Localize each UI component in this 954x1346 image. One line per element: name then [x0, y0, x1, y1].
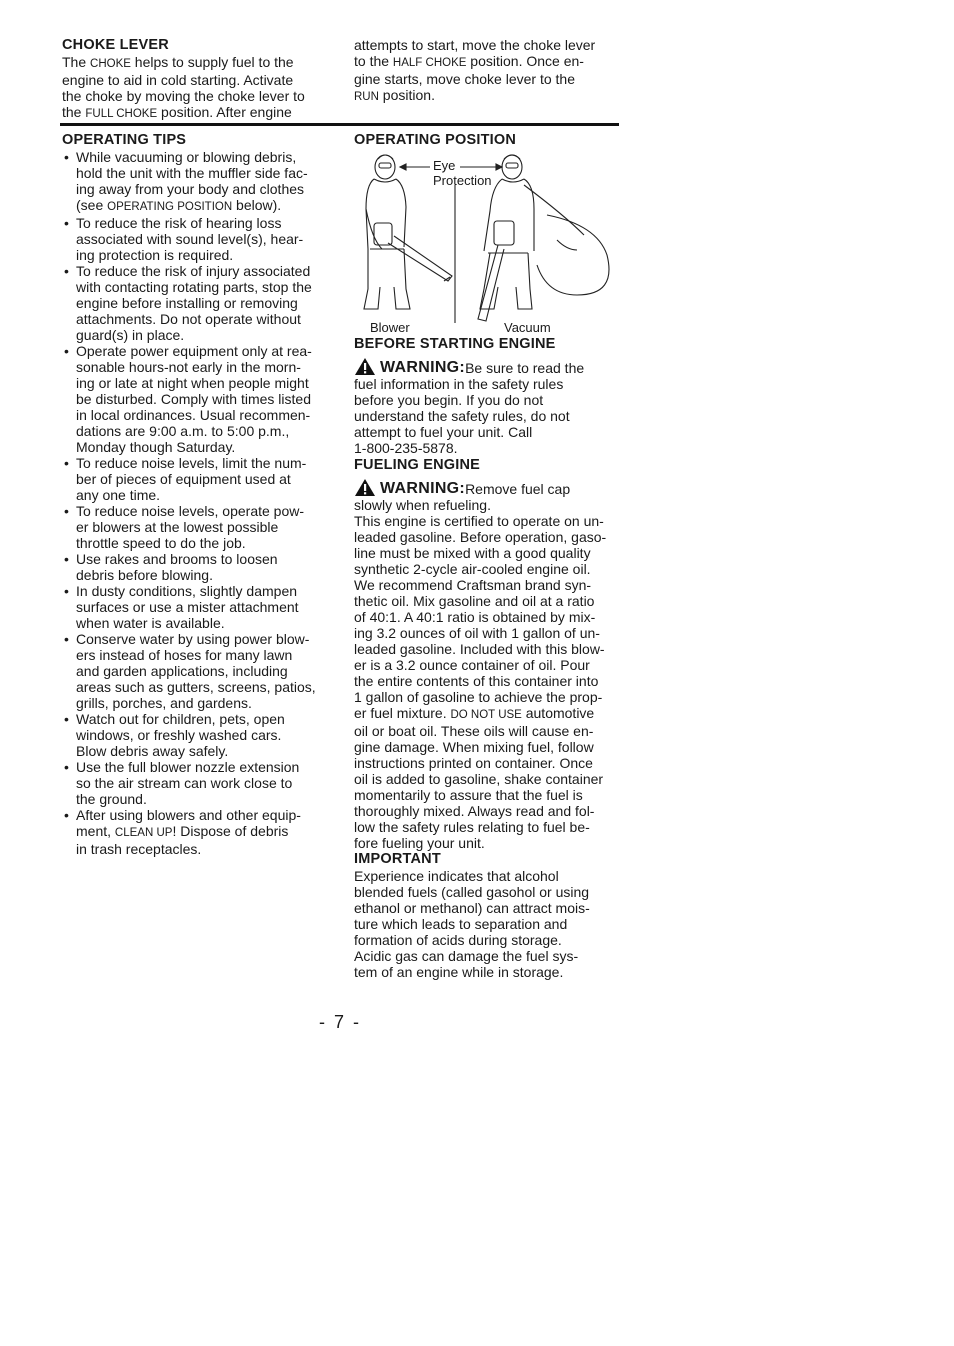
tip-item	[62, 503, 337, 551]
fueling-line: fore fueling your unit.	[354, 835, 485, 851]
important-line: Acidic gas can damage the fuel sys-	[354, 948, 579, 964]
fueling-line: thoroughly mixed. Always read and fol-	[354, 803, 595, 819]
fueling-line: leaded gasoline. Included with this blow-	[354, 641, 605, 657]
tip-line: grills, porches, and gardens.	[76, 695, 252, 711]
choke-line: attempts to start, move the choke lever	[354, 37, 596, 53]
warning-triangle-icon	[354, 478, 376, 497]
operating-position-figure	[352, 145, 618, 335]
tip-line: windows, or freshly washed cars.	[76, 727, 282, 743]
tip-line: areas such as gutters, screens, patios,	[76, 679, 316, 695]
tip-line: attachments. Do not operate without	[76, 311, 301, 327]
tip-line: be disturbed. Comply with times listed	[76, 391, 311, 407]
fueling-line: We recommend Craftsman brand syn-	[354, 577, 592, 593]
tip-line: (see OPERATING POSITION below).	[76, 197, 282, 213]
tip-line: ers instead of hoses for many lawn	[76, 647, 293, 663]
choke-section	[62, 37, 332, 122]
warning-triangle-icon	[354, 357, 376, 376]
before-line: understand the safety rules, do not	[354, 408, 570, 424]
tips-list	[62, 149, 337, 857]
fueling-line: oil is added to gasoline, shake container	[354, 771, 604, 787]
tip-line: ing away from your body and clothes	[76, 181, 305, 197]
tip-line: • After using blowers and other equip-	[76, 807, 301, 823]
page-number: - 7 -	[318, 1012, 361, 1032]
fueling-line: er fuel mixture. DO NOT USE automotive	[354, 705, 595, 721]
tip-line: guard(s) in place.	[76, 327, 185, 343]
fueling-line: thetic oil. Mix gasoline and oil at a ratio	[354, 593, 595, 609]
choke-line: to the HALF CHOKE position. Once en-	[354, 53, 584, 69]
tip-line: so the air stream can work close to	[76, 775, 293, 791]
tip-item	[62, 711, 337, 759]
choke-line: engine to aid in cold starting. Activate	[62, 72, 294, 88]
fueling-heading: FUELING ENGINE	[354, 457, 481, 473]
tip-item	[62, 551, 337, 583]
fueling-line: momentarily to assure that the fuel is	[354, 787, 583, 803]
tip-line: • Operate power equipment only at rea-	[76, 343, 312, 359]
tip-line: er blowers at the lowest possible	[76, 519, 279, 535]
vacuum-operator-figure	[478, 155, 609, 321]
tip-line: surfaces or use a mister attachment	[76, 599, 299, 615]
tip-line: associated with sound level(s), hear-	[76, 231, 304, 247]
fueling-line: ing 3.2 ounces of oil with 1 gallon of un-	[354, 625, 600, 641]
fueling-warning-word: WARNING:	[380, 480, 466, 497]
position-heading: OPERATING POSITION	[354, 132, 517, 148]
tip-line: engine before installing or removing	[76, 295, 298, 311]
tip-line: ing protection is required.	[76, 247, 234, 263]
choke-line: RUN position.	[354, 87, 435, 103]
fueling-line: er is a 3.2 ounce container of oil. Pour	[354, 657, 590, 673]
tip-line: ber of pieces of equipment used at	[76, 471, 291, 487]
fueling-line: the entire contents of this container into	[354, 673, 599, 689]
fueling-warning	[354, 478, 624, 497]
fueling-line: line must be mixed with a good quality	[354, 545, 591, 561]
label-eye: Eye	[433, 158, 456, 173]
choke-text-left	[62, 54, 332, 122]
tip-line: • To reduce the risk of hearing loss	[76, 215, 282, 231]
tip-item	[62, 263, 337, 343]
fueling-line: instructions printed on container. Once	[354, 755, 593, 771]
tip-line: throttle speed to do the job.	[76, 535, 246, 551]
tip-line: • Use rakes and brooms to loosen	[76, 551, 278, 567]
important-line: Experience indicates that alcohol	[354, 868, 559, 884]
fueling-warning-text: Remove fuel cap	[465, 481, 571, 497]
important-line: blended fuels (called gasohol or using	[354, 884, 590, 900]
important-line: formation of acids during storage.	[354, 932, 562, 948]
before-line: attempt to fuel your unit. Call	[354, 424, 533, 440]
tip-line: ment, CLEAN UP! Dispose of debris	[76, 823, 289, 839]
tip-item	[62, 583, 337, 631]
tip-item	[62, 759, 337, 807]
important-line: ture which leads to separation and	[354, 916, 568, 932]
fueling-line: synthetic 2-cycle air-cooled engine oil.	[354, 561, 591, 577]
tip-line: • To reduce noise levels, operate pow-	[76, 503, 305, 519]
tip-line: in local ordinances. Usual recommen-	[76, 407, 311, 423]
tip-line: the ground.	[76, 791, 147, 807]
tip-line: hold the unit with the muffler side fac-	[76, 165, 308, 181]
tip-item	[62, 455, 337, 503]
important-heading: IMPORTANT	[354, 851, 441, 867]
before-warning-word: WARNING:	[380, 359, 466, 376]
tip-item	[62, 149, 337, 215]
choke-text-right-block	[354, 37, 624, 105]
tip-line: • Use the full blower nozzle extension	[76, 759, 300, 775]
tip-line: Blow debris away safely.	[76, 743, 229, 759]
fueling-line: of 40:1. A 40:1 ratio is obtained by mix-	[354, 609, 596, 625]
before-line: fuel information in the safety rules	[354, 376, 564, 392]
tip-item	[62, 343, 337, 455]
choke-heading: CHOKE LEVER	[62, 37, 169, 53]
tip-line: in trash receptacles.	[76, 841, 202, 857]
before-warning-text: Be sure to read the	[465, 360, 585, 376]
fueling-line: slowly when refueling.	[354, 497, 491, 513]
tip-line: • While vacuuming or blowing debris,	[76, 149, 297, 165]
choke-line: the FULL CHOKE position. After engine	[62, 104, 292, 120]
tip-line: sonable hours-not early in the morn-	[76, 359, 301, 375]
tip-line: any one time.	[76, 487, 161, 503]
tip-line: • In dusty conditions, slightly dampen	[76, 583, 298, 599]
tip-line: Monday though Saturday.	[76, 439, 236, 455]
fueling-line: gine damage. When mixing fuel, follow	[354, 739, 594, 755]
choke-line: the choke by moving the choke lever to	[62, 88, 305, 104]
tip-line: debris before blowing.	[76, 567, 213, 583]
tips-section	[62, 132, 337, 857]
fueling-line: low the safety rules relating to fuel be-	[354, 819, 590, 835]
tip-line: • Watch out for children, pets, open	[76, 711, 285, 727]
before-warning	[354, 357, 624, 376]
tip-line: and garden applications, including	[76, 663, 288, 679]
label-protection: Protection	[433, 173, 492, 188]
fueling-body	[354, 497, 624, 851]
before-line: 1-800-235-5878.	[354, 440, 458, 456]
choke-line: gine starts, move choke lever to the	[354, 71, 575, 87]
fueling-line: oil or boat oil. These oils will cause en-	[354, 723, 594, 739]
important-line: tem of an engine while in storage.	[354, 964, 564, 980]
important-line: ethanol or methanol) can attract mois-	[354, 900, 590, 916]
fueling-line: 1 gallon of gasoline to achieve the prop-	[354, 689, 603, 705]
section-divider	[60, 123, 619, 126]
tip-line: • To reduce the risk of injury associated	[76, 263, 311, 279]
choke-line: The CHOKE helps to supply fuel to the	[62, 54, 294, 70]
important-body	[354, 868, 624, 980]
tip-item	[62, 215, 337, 263]
before-heading: BEFORE STARTING ENGINE	[354, 336, 556, 352]
tip-line: dations are 9:00 a.m. to 5:00 p.m.,	[76, 423, 290, 439]
tip-line: • To reduce noise levels, limit the num-	[76, 455, 307, 471]
before-line: before you begin. If you do not	[354, 392, 544, 408]
tip-line: with contacting rotating parts, stop the	[76, 279, 312, 295]
before-body	[354, 376, 624, 456]
tip-line: when water is available.	[76, 615, 225, 631]
eye-protection-label	[433, 158, 492, 188]
tip-item	[62, 631, 337, 711]
before-section	[354, 336, 624, 980]
label-blower: Blower	[370, 320, 410, 335]
tips-heading: OPERATING TIPS	[62, 132, 187, 148]
tip-line: • Conserve water by using power blow-	[76, 631, 310, 647]
fueling-line: leaded gasoline. Before operation, gaso-	[354, 529, 607, 545]
fueling-line: This engine is certified to operate on un-	[354, 513, 604, 529]
choke-text-right	[354, 37, 624, 105]
tip-item	[62, 807, 337, 857]
tip-line: ing or late at night when people might	[76, 375, 309, 391]
label-vacuum: Vacuum	[504, 320, 551, 335]
